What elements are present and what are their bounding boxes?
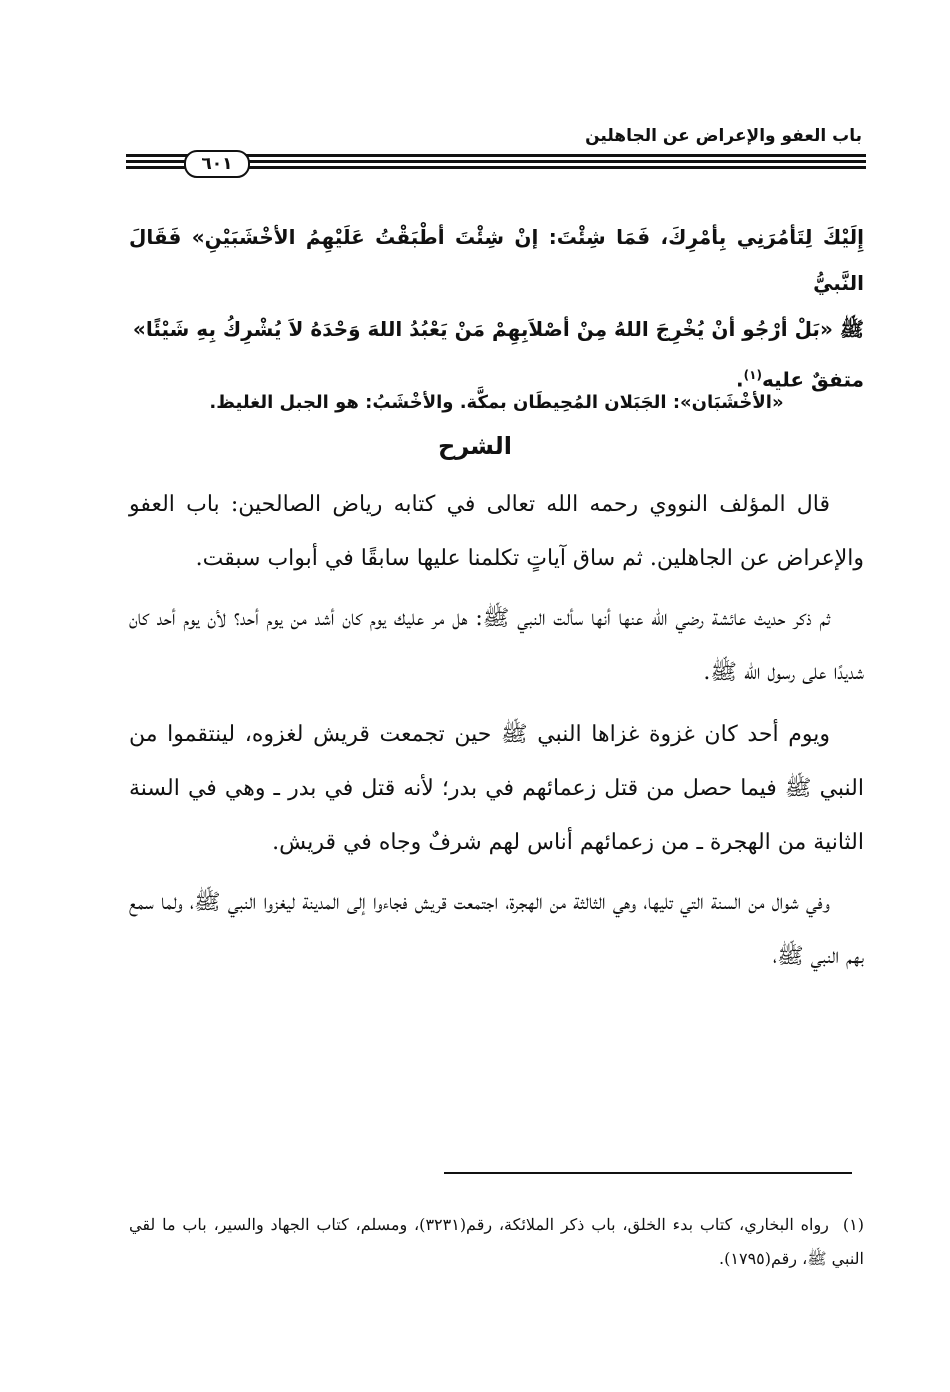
section-title: الشرح [438,432,512,460]
footnote [129,1208,864,1276]
footnote-separator [444,1172,852,1174]
footnote-marker: (١) [842,1215,865,1234]
footnote-text: رواه البخاري، كتاب بدء الخلق، باب ذكر الملائكة، رقم(٣٢٣١)، ومسلم، كتاب الجهاد والسير، باب ما لقي النبي ﷺ، رقم(١٧٩٥). [129,1215,864,1268]
hadith-source: متفقٌ عليه [761,367,864,392]
commentary-paragraph: ثم ذكر حديث عائشة رضي الله عنها أنها سألت النبي ﷺ: هل مر عليك يوم كان أشد من يوم أحد؟ لأن يوم أحد كان شديدًا على رسول الله ﷺ. [129,606,864,685]
commentary-body [129,478,864,984]
hadith-text [129,214,864,403]
commentary-paragraph: قال المؤلف النووي رحمه الله تعالى في كتابه رياض الصالحين: باب العفو والإعراض عن الجاهلين. ثم ساق آياتٍ تكلمنا عليها سابقًا في أبواب سبقت. [129,492,864,571]
hadith-line-2: ﷺ «بَلْ أرْجُو أنْ يُخْرِجَ اللهُ مِنْ أصْلاَبِهِمْ مَنْ يَعْبُدُ اللهَ وَحْدَهُ لاَ يُشْرِكُ بِهِ شَيْئًا» [132,317,864,341]
commentary-paragraph: ويوم أحد كان غزوة غزاها النبي ﷺ حين تجمعت قريش لغزوه، لينتقموا من النبي ﷺ فيما حصل من قتل زعمائهم في بدر؛ لأنه قتل في بدر ـ وهي في السنة الثانية من الهجرة ـ من زعمائهم أناس لهم شرفٌ وجاه في قريش. [129,722,864,855]
header-rule [126,150,866,176]
running-title: باب العفو والإعراض عن الجاهلين [585,126,862,146]
commentary-paragraph: وفي شوال من السنة التي تليها، وهي الثالثة من الهجرة، اجتمعت قريش فجاءوا إلى المدينة ليغزوا النبي ﷺ، ولما سمع بهم النبي ﷺ، [129,890,864,969]
hadith-line-3: متفقٌ عليه$^{(١)}$. [736,367,864,392]
page-number: ٦٠١ [184,150,250,178]
footnote-reference: (١) [743,368,762,382]
word-gloss: «الأخْشَبَان»: الجَبَلان المُحِيطَان بمكَّة. والأخْشَبُ: هو الجبل الغليظ. [209,392,784,413]
hadith-line-1: إِلَيْكَ لِتَأمُرَنِي بِأمْرِكَ، فَمَا شِئْتَ: إنْ شِئْتَ أطْبَقْتُ عَلَيْهِمُ الأخْشَبَيْنِ» فَقَالَ النَّبيُّ [129,225,864,295]
